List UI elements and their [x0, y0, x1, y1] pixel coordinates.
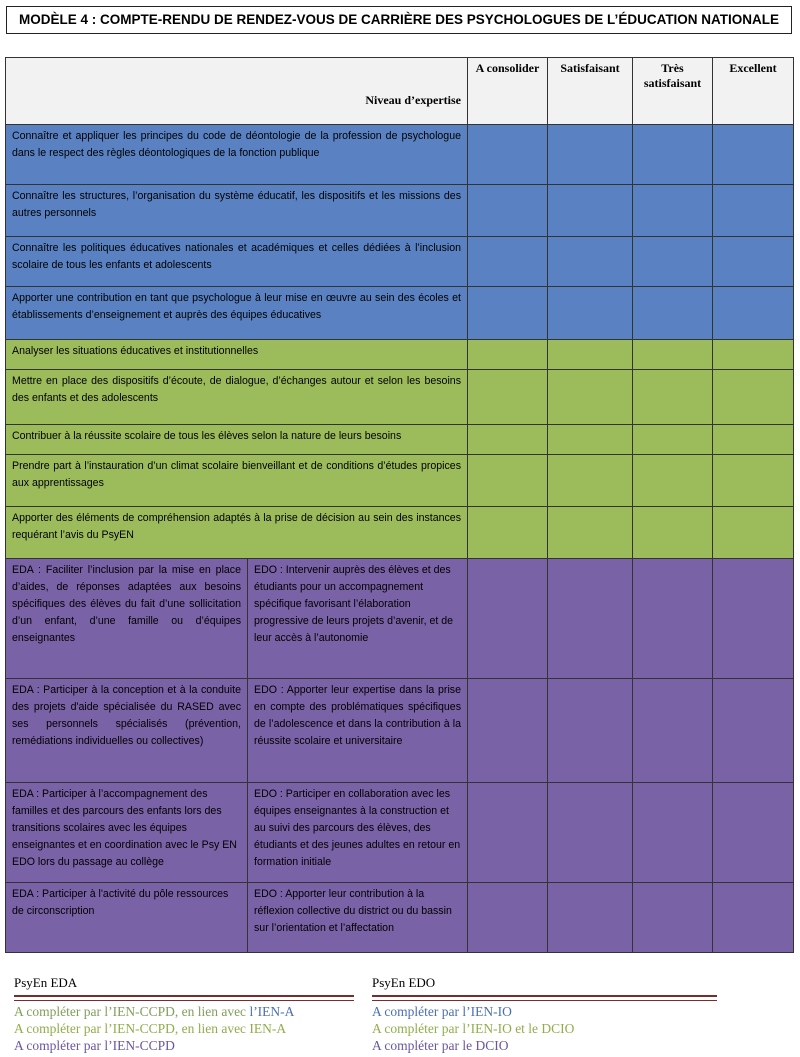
rating-cell[interactable] [633, 507, 713, 559]
legend-rule [14, 995, 354, 1001]
legend-line-text: A compléter par l’IEN-CCPD, en lien avec [14, 1004, 250, 1019]
competency-row [6, 679, 794, 783]
rating-cell[interactable] [468, 237, 548, 287]
rating-cell[interactable] [468, 783, 548, 883]
rating-cell[interactable] [633, 340, 713, 370]
competency-row [6, 370, 794, 425]
rating-cell[interactable] [713, 507, 794, 559]
competency-row [6, 507, 794, 559]
rating-cell[interactable] [548, 287, 633, 340]
rating-cell[interactable] [713, 455, 794, 507]
rating-cell[interactable] [713, 559, 794, 679]
competency-text: Connaître les politiques éducatives nationales et académiques et celles dédiées à l’inclusion scolaire de tous les enfants et adolescents [6, 237, 468, 287]
legend-edo-line: A compléter par l’IEN-IO [372, 1004, 512, 1019]
eda-text: EDA : Participer à l’accompagnement des familles et des parcours des enfants lors des transitions scolaires avec les équipes enseignantes et en coordination avec le Psy EN EDO lors du passage au collège [6, 783, 248, 883]
edo-text: EDO : Intervenir auprès des élèves et des étudiants pour un accompagnement spécifique favorisant l’élaboration progressive de leurs projets d’avenir, et de leur accès à l’autonomie [248, 559, 468, 679]
rating-cell[interactable] [468, 340, 548, 370]
rating-cell[interactable] [713, 883, 794, 953]
competency-row [6, 559, 794, 679]
rating-cell[interactable] [713, 783, 794, 883]
evaluation-table [5, 57, 794, 953]
legend-edo-line: A compléter par le DCIO [372, 1038, 509, 1053]
rating-cell[interactable] [548, 370, 633, 425]
rating-cell[interactable] [633, 287, 713, 340]
competency-row [6, 455, 794, 507]
rating-cell[interactable] [633, 455, 713, 507]
rating-cell[interactable] [713, 185, 794, 237]
legend-edo [372, 975, 717, 1054]
rating-cell[interactable] [633, 783, 713, 883]
rating-cell[interactable] [713, 287, 794, 340]
rating-cell[interactable] [548, 185, 633, 237]
rating-cell[interactable] [468, 455, 548, 507]
rating-cell[interactable] [633, 185, 713, 237]
rating-cell[interactable] [633, 425, 713, 455]
col-satisfaisant: Satisfaisant [548, 58, 633, 125]
rating-cell[interactable] [468, 559, 548, 679]
rating-cell[interactable] [713, 125, 794, 185]
competency-row [6, 883, 794, 953]
legend-eda [14, 975, 354, 1054]
competency-text: Contribuer à la réussite scolaire de tous les élèves selon la nature de leurs besoins [6, 425, 468, 455]
col-excellent: Excellent [713, 58, 794, 125]
rating-cell[interactable] [713, 237, 794, 287]
rating-cell[interactable] [633, 559, 713, 679]
competency-row [6, 237, 794, 287]
rating-cell[interactable] [468, 883, 548, 953]
rating-cell[interactable] [548, 679, 633, 783]
rating-cell[interactable] [548, 783, 633, 883]
rating-cell[interactable] [468, 679, 548, 783]
legend-rule [372, 995, 717, 1001]
rating-cell[interactable] [548, 237, 633, 287]
page-title: MODÈLE 4 : COMPTE-RENDU DE RENDEZ-VOUS DE CARRIÈRE DES PSYCHOLOGUES DE L’ÉDUCATION NATIONALE [6, 6, 792, 34]
rating-cell[interactable] [713, 425, 794, 455]
rating-cell[interactable] [633, 883, 713, 953]
eda-text: EDA : Faciliter l’inclusion par la mise en place d’aides, de réponses adaptées aux besoins spécifiques des élèves du fait d’une sollicitation d’un enfant, d’une famille ou d’équipes enseignantes [6, 559, 248, 679]
competency-text: Mettre en place des dispositifs d’écoute, de dialogue, d’échanges autour et selon les besoins des enfants et des adolescents [6, 370, 468, 425]
rating-cell[interactable] [548, 125, 633, 185]
rating-cell[interactable] [548, 883, 633, 953]
rating-cell[interactable] [548, 340, 633, 370]
rating-cell[interactable] [633, 679, 713, 783]
competency-row [6, 287, 794, 340]
competency-text: Apporter une contribution en tant que psychologue à leur mise en œuvre au sein des écoles et établissements d’enseignement et auprès des équipes éducatives [6, 287, 468, 340]
rating-cell[interactable] [633, 125, 713, 185]
rating-cell[interactable] [468, 185, 548, 237]
rating-cell[interactable] [548, 425, 633, 455]
eda-text: EDA : Participer à la conception et à la conduite des projets d'aide spécialisée du RASED avec ses personnels spécialisés (prévention, remédiations individuelles ou collectives) [6, 679, 248, 783]
eda-text: EDA : Participer à l'activité du pôle ressources de circonscription [6, 883, 248, 953]
edo-text: EDO : Apporter leur expertise dans la prise en compte des problématiques spécifiques de l’adolescence et dans la contribution à la réussite scolaire et universitaire [248, 679, 468, 783]
competency-text: Apporter des éléments de compréhension adaptés à la prise de décision au sein des instances requérant l’avis du PsyEN [6, 507, 468, 559]
rating-cell[interactable] [468, 425, 548, 455]
rating-cell[interactable] [633, 370, 713, 425]
legend-edo-line: A compléter par l’IEN-IO et le DCIO [372, 1021, 575, 1036]
rating-cell[interactable] [548, 455, 633, 507]
legend-edo-heading: PsyEn EDO [372, 975, 436, 990]
competency-text: Analyser les situations éducatives et institutionnelles [6, 340, 468, 370]
rating-cell[interactable] [468, 507, 548, 559]
legend-eda-line: A compléter par l’IEN-CCPD [14, 1038, 175, 1053]
legend-line-text: l’IEN-A [249, 1004, 295, 1019]
rating-cell[interactable] [713, 370, 794, 425]
competency-row [6, 425, 794, 455]
legend-eda-line [14, 1003, 354, 1020]
competency-row [6, 125, 794, 185]
legend-eda-line: A compléter par l’IEN-CCPD, en lien avec IEN-A [14, 1021, 287, 1036]
competency-text: Connaître les structures, l’organisation du système éducatif, les dispositifs et les missions des autres personnels [6, 185, 468, 237]
rating-cell[interactable] [468, 125, 548, 185]
edo-text: EDO : Participer en collaboration avec les équipes enseignantes à la construction et au suivi des parcours des élèves, des étudiants et des jeunes adultes en retour en formation initiale [248, 783, 468, 883]
header-row [6, 58, 794, 125]
competency-row [6, 340, 794, 370]
rating-cell[interactable] [468, 287, 548, 340]
rating-cell[interactable] [713, 340, 794, 370]
competency-text: Prendre part à l’instauration d’un climat scolaire bienveillant et de conditions d’études propices aux apprentissages [6, 455, 468, 507]
rating-cell[interactable] [548, 507, 633, 559]
rating-cell[interactable] [468, 370, 548, 425]
rating-cell[interactable] [633, 237, 713, 287]
rating-cell[interactable] [713, 679, 794, 783]
col-a-consolider: A consolider [468, 58, 548, 125]
col-tres-satisfaisant: Très satisfaisant [633, 58, 713, 125]
edo-text: EDO : Apporter leur contribution à la réflexion collective du district ou du bassin sur l’orientation et l’affectation [248, 883, 468, 953]
expertise-level-label: Niveau d’expertise [6, 58, 468, 125]
legend-eda-heading: PsyEn EDA [14, 975, 78, 990]
competency-row [6, 185, 794, 237]
rating-cell[interactable] [548, 559, 633, 679]
competency-text: Connaître et appliquer les principes du code de déontologie de la profession de psychologue dans le respect des règles déontologiques de la fonction publique [6, 125, 468, 185]
competency-row [6, 783, 794, 883]
